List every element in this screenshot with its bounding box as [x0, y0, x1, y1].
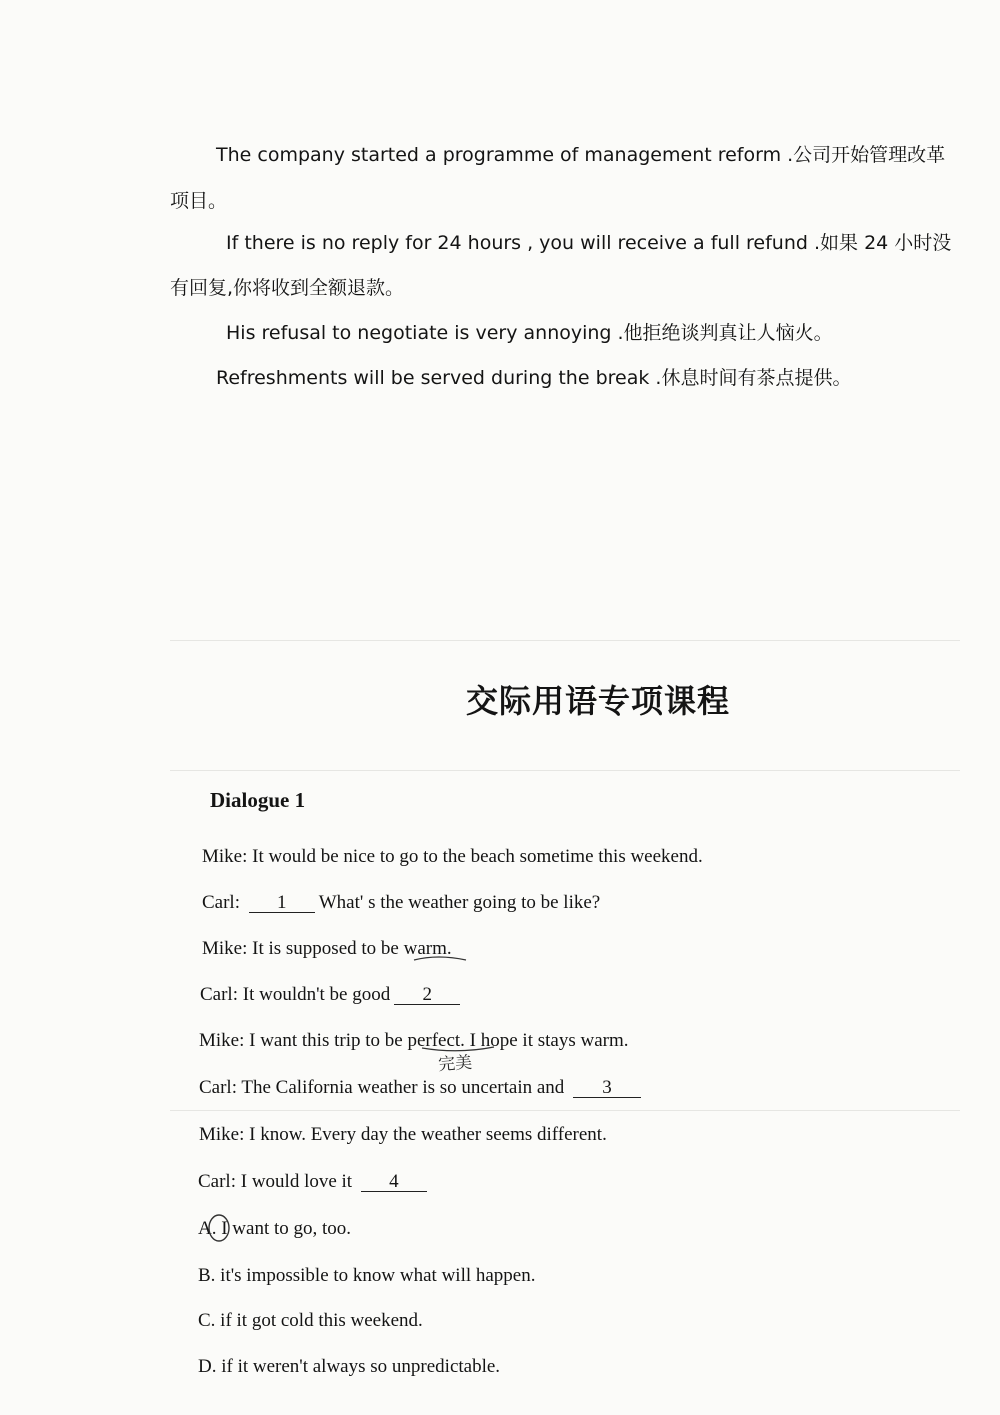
- dialogue-line-4: [200, 984, 464, 1006]
- option-d: D. if it weren't always so unpredictable.: [198, 1356, 501, 1377]
- sentence-2-cont: 有回复,你将收到全额退款。: [170, 277, 405, 299]
- dialogue-heading: Dialogue 1: [210, 788, 306, 812]
- dialogue-line-5: Mike: I want this trip to be perfect. I hope it stays warm.: [199, 1030, 629, 1051]
- dialogue-line-1: Mike: It would be nice to go to the beach sometime this weekend.: [202, 846, 703, 867]
- option-b: B. it's impossible to know what will happen.: [198, 1265, 536, 1286]
- option-c: C. if it got cold this weekend.: [198, 1310, 423, 1331]
- sentence-4: Refreshments will be served during the break .休息时间有茶点提供。: [216, 367, 852, 389]
- dialogue-line-6: [199, 1077, 645, 1099]
- dialogue-text: What' s the weather going to be like?: [318, 892, 601, 913]
- dialogue-line-3: Mike: It is supposed to be warm.: [202, 938, 452, 959]
- speaker-carl: Carl:: [202, 892, 240, 913]
- bleed-through-line: [170, 640, 960, 641]
- underline-warm-mark: [410, 952, 470, 964]
- sentence-2: If there is no reply for 24 hours , you will receive a full refund .如果 24 小时没: [226, 232, 952, 254]
- dialogue-line-7: Mike: I know. Every day the weather seems different.: [199, 1124, 607, 1145]
- bleed-through-line: [170, 1110, 960, 1111]
- sentence-1: The company started a programme of management reform .公司开始管理改革: [216, 144, 946, 166]
- answer-blank-2: 2: [394, 986, 460, 1005]
- bleed-through-line: [170, 770, 960, 771]
- circle-mark-option-a: [204, 1212, 234, 1244]
- dialogue-text: Carl: The California weather is so uncertain and: [199, 1077, 565, 1098]
- answer-blank-1: 1: [249, 894, 315, 913]
- sentence-1-cont: 项目。: [170, 190, 228, 212]
- option-a: A. I want to go, too.: [198, 1218, 352, 1239]
- dialogue-line-8: [198, 1171, 431, 1193]
- answer-blank-4: 4: [361, 1173, 427, 1192]
- course-title: 交际用语专项课程: [466, 682, 731, 720]
- handwritten-note: 完美: [437, 1052, 473, 1076]
- dialogue-text: Carl: I would love it: [198, 1171, 353, 1192]
- answer-blank-3: 3: [573, 1079, 641, 1098]
- dialogue-text: Carl: It wouldn't be good: [200, 984, 391, 1005]
- sentence-3: His refusal to negotiate is very annoying .他拒绝谈判真让人恼火。: [226, 322, 833, 344]
- dialogue-line-2: [202, 892, 600, 914]
